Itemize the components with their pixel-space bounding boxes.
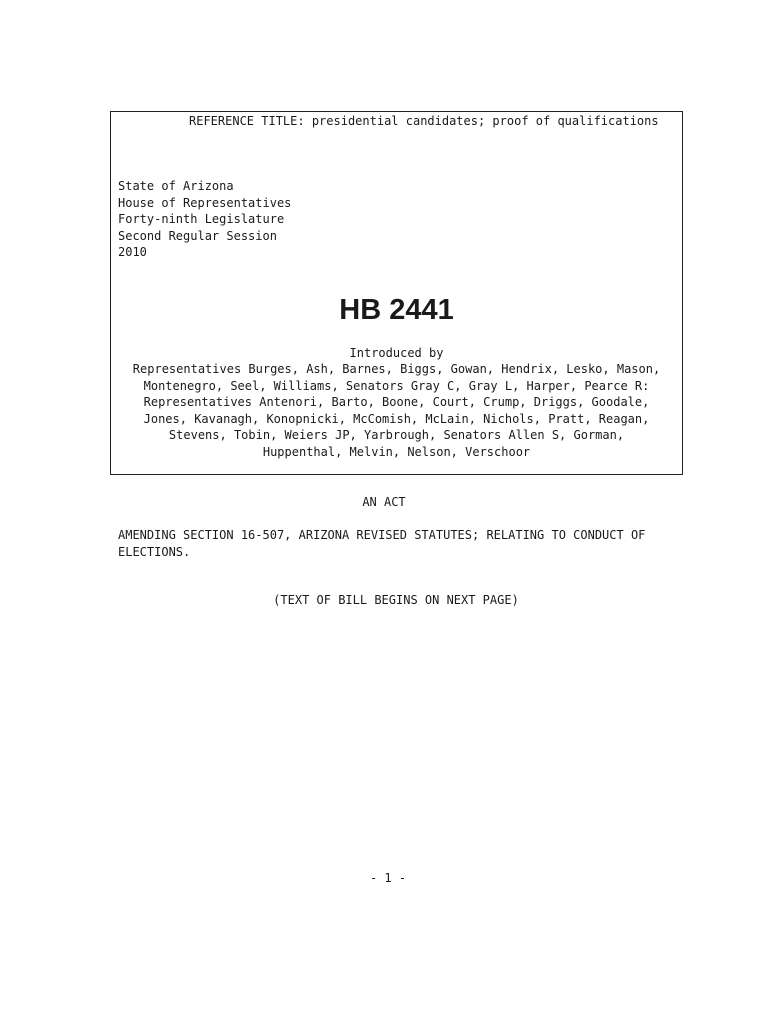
sponsor-line: Representatives Burges, Ash, Barnes, Biggs, Gowan, Hendrix, Lesko, Mason,: [132, 362, 661, 376]
state-block: [118, 178, 291, 261]
amending-line: ELECTIONS.: [118, 544, 191, 559]
reference-title: REFERENCE TITLE: presidential candidates; proof of qualifications: [189, 114, 659, 128]
page-number: - 1 -: [369, 871, 407, 885]
sponsor-list: [111, 361, 682, 461]
sponsor-line: Jones, Kavanagh, Konopnicki, McComish, McLain, Nichols, Pratt, Reagan,: [143, 411, 650, 426]
state-line-year: 2010: [118, 245, 147, 260]
amending-clause: [118, 527, 645, 560]
sponsor-line: Stevens, Tobin, Weiers JP, Yarbrough, Senators Allen S, Gorman,: [168, 428, 625, 443]
state-line-state: State of Arizona: [118, 179, 234, 193]
text-begins-note: (TEXT OF BILL BEGINS ON NEXT PAGE): [273, 593, 519, 607]
state-line-chamber: House of Representatives: [118, 195, 292, 210]
reference-box: [110, 111, 683, 475]
sponsor-line: Montenegro, Seel, Williams, Senators Gray C, Gray L, Harper, Pearce R:: [143, 378, 650, 393]
an-act-heading: AN ACT: [362, 495, 406, 509]
bill-number: HB 2441: [339, 294, 454, 326]
state-line-session: Second Regular Session: [118, 228, 277, 243]
sponsor-line: Representatives Antenori, Barto, Boone, Court, Crump, Driggs, Goodale,: [143, 395, 650, 410]
amending-line: AMENDING SECTION 16-507, ARIZONA REVISED STATUTES; RELATING TO CONDUCT OF: [118, 528, 646, 542]
state-line-legislature: Forty-ninth Legislature: [118, 212, 285, 227]
introduced-by-label: Introduced by: [349, 346, 444, 360]
sponsor-line: Huppenthal, Melvin, Nelson, Verschoor: [262, 444, 531, 459]
